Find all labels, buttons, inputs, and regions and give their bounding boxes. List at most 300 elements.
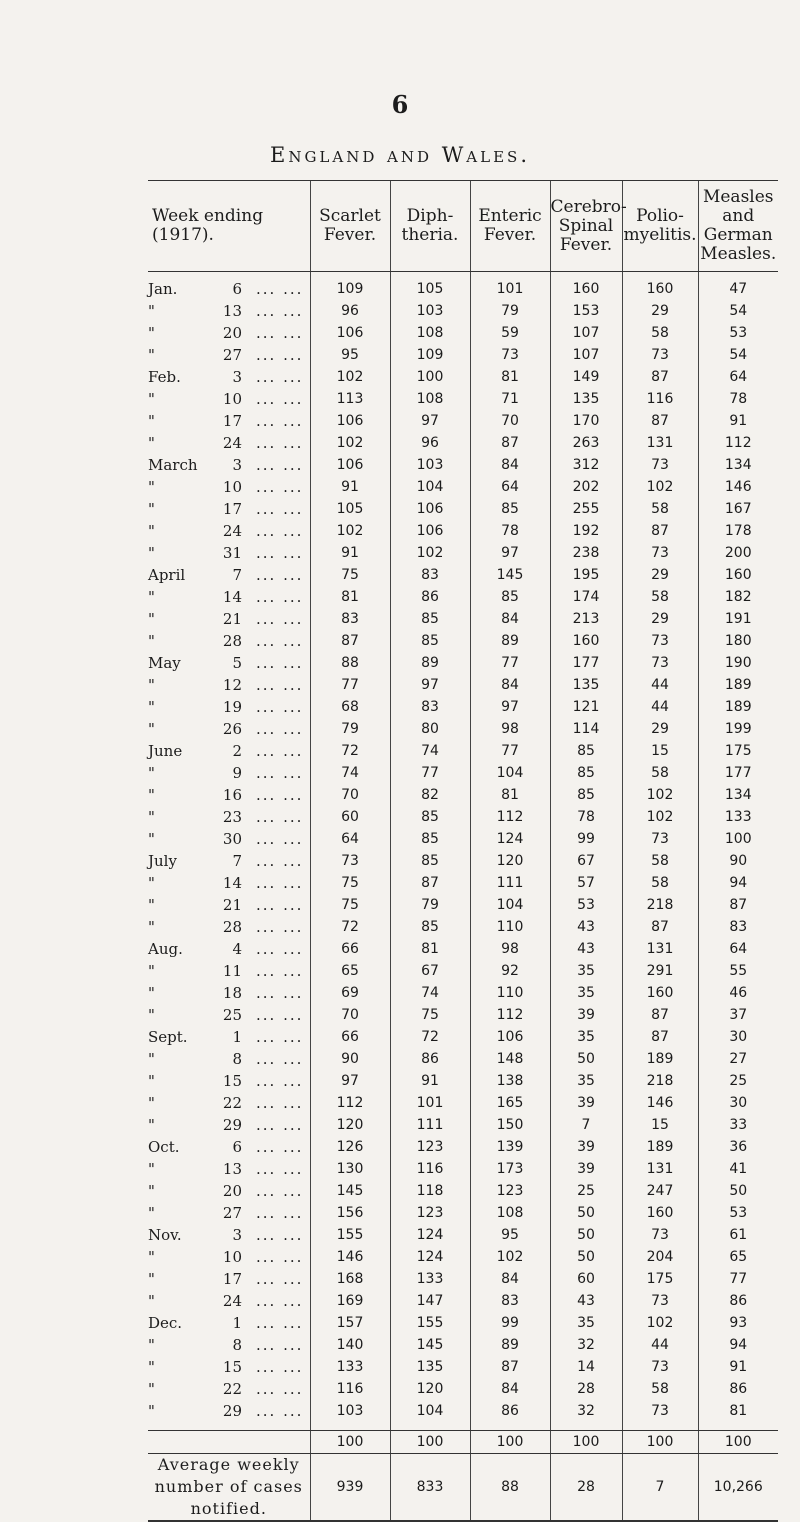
- value-cell: 95: [470, 1224, 550, 1246]
- week-ending-cell: [148, 806, 310, 828]
- week-ending-cell: [148, 1114, 310, 1136]
- week-ending-cell: [148, 1334, 310, 1356]
- value-cell: 81: [470, 366, 550, 388]
- week-day: 3: [232, 456, 242, 474]
- value-cell: 218: [622, 1070, 698, 1092]
- value-cell: 53: [550, 894, 622, 916]
- value-cell: 191: [698, 608, 778, 630]
- value-cell: 263: [550, 432, 622, 454]
- table-row: [148, 740, 778, 762]
- table-row: [148, 894, 778, 916]
- value-cell: 66: [310, 938, 390, 960]
- average-cell: 10,266: [698, 1454, 778, 1522]
- week-month: ": [148, 500, 155, 518]
- value-cell: 114: [550, 718, 622, 740]
- value-cell: 44: [622, 696, 698, 718]
- value-cell: 189: [622, 1048, 698, 1070]
- value-cell: 37: [698, 1004, 778, 1026]
- week-day: 22: [222, 1094, 242, 1112]
- week-month: ": [148, 1006, 155, 1024]
- week-day: 21: [222, 610, 242, 628]
- value-cell: 88: [310, 652, 390, 674]
- week-day: 8: [232, 1050, 242, 1068]
- week-ending-cell: [148, 982, 310, 1004]
- value-cell: 73: [622, 542, 698, 564]
- value-cell: 60: [310, 806, 390, 828]
- value-cell: 112: [470, 806, 550, 828]
- value-cell: 85: [550, 784, 622, 806]
- value-cell: 85: [390, 608, 470, 630]
- value-cell: 58: [622, 762, 698, 784]
- leader-dots: ... ...: [256, 874, 304, 892]
- week-ending-cell: [148, 322, 310, 344]
- week-ending-cell: [148, 1158, 310, 1180]
- week-month: July: [148, 852, 177, 870]
- week-ending-cell: [148, 388, 310, 410]
- col-header-cerebro-spinal-fever: Cerebro-Spinal Fever.: [550, 181, 622, 272]
- week-month: ": [148, 544, 155, 562]
- week-day: 16: [222, 786, 242, 804]
- leader-dots: ... ...: [256, 852, 304, 870]
- value-cell: 102: [622, 1312, 698, 1334]
- value-cell: 85: [390, 850, 470, 872]
- value-cell: 91: [698, 410, 778, 432]
- table-row: [148, 652, 778, 674]
- week-month: ": [148, 808, 155, 826]
- value-cell: 107: [550, 344, 622, 366]
- value-cell: 97: [310, 1070, 390, 1092]
- value-cell: 134: [698, 784, 778, 806]
- week-month: Aug.: [148, 940, 183, 958]
- value-cell: 120: [470, 850, 550, 872]
- leader-dots: ... ...: [256, 1138, 304, 1156]
- value-cell: 110: [470, 982, 550, 1004]
- week-day: 29: [222, 1116, 242, 1134]
- value-cell: 39: [550, 1092, 622, 1114]
- week-day: 10: [222, 390, 242, 408]
- week-month: Oct.: [148, 1138, 180, 1156]
- value-cell: 160: [622, 1202, 698, 1224]
- week-ending-cell: [148, 1268, 310, 1290]
- value-cell: 139: [470, 1136, 550, 1158]
- week-ending-cell: [148, 784, 310, 806]
- leader-dots: ... ...: [256, 456, 304, 474]
- value-cell: 78: [550, 806, 622, 828]
- value-cell: 100: [698, 828, 778, 850]
- value-cell: 96: [310, 300, 390, 322]
- value-cell: 107: [550, 322, 622, 344]
- leader-dots: ... ...: [256, 346, 304, 364]
- table-row: [148, 388, 778, 410]
- table-row: [148, 1290, 778, 1312]
- week-month: ": [148, 1160, 155, 1178]
- week-month: Dec.: [148, 1314, 183, 1332]
- value-cell: 291: [622, 960, 698, 982]
- value-cell: 103: [390, 300, 470, 322]
- value-cell: 58: [622, 498, 698, 520]
- table-row: [148, 784, 778, 806]
- value-cell: 67: [390, 960, 470, 982]
- value-cell: 113: [310, 388, 390, 410]
- week-ending-cell: [148, 828, 310, 850]
- week-ending-cell: [148, 272, 310, 301]
- value-cell: 77: [390, 762, 470, 784]
- value-cell: 64: [698, 366, 778, 388]
- total-cell: 100: [698, 1431, 778, 1454]
- week-day: 17: [222, 500, 242, 518]
- table-row: [148, 542, 778, 564]
- week-day: 14: [222, 874, 242, 892]
- value-cell: 66: [310, 1026, 390, 1048]
- value-cell: 83: [390, 564, 470, 586]
- value-cell: 135: [390, 1356, 470, 1378]
- value-cell: 160: [698, 564, 778, 586]
- table-row: [148, 1202, 778, 1224]
- value-cell: 98: [470, 938, 550, 960]
- week-ending-cell: [148, 1224, 310, 1246]
- table-row: [148, 806, 778, 828]
- value-cell: 155: [310, 1224, 390, 1246]
- value-cell: 110: [470, 916, 550, 938]
- week-month: ": [148, 522, 155, 540]
- table-row: [148, 872, 778, 894]
- week-ending-cell: [148, 894, 310, 916]
- week-day: 7: [232, 852, 242, 870]
- week-month: ": [148, 1292, 155, 1310]
- value-cell: 75: [310, 872, 390, 894]
- week-day: 26: [222, 720, 242, 738]
- value-cell: 64: [698, 938, 778, 960]
- value-cell: 79: [310, 718, 390, 740]
- value-cell: 44: [622, 674, 698, 696]
- week-day: 18: [222, 984, 242, 1002]
- value-cell: 148: [470, 1048, 550, 1070]
- week-day: 15: [222, 1358, 242, 1376]
- value-cell: 77: [470, 740, 550, 762]
- week-ending-cell: [148, 366, 310, 388]
- value-cell: 14: [550, 1356, 622, 1378]
- week-month: Feb.: [148, 368, 181, 386]
- leader-dots: ... ...: [256, 830, 304, 848]
- value-cell: 189: [622, 1136, 698, 1158]
- value-cell: 135: [550, 388, 622, 410]
- table-row: [148, 1004, 778, 1026]
- total-cell: 100: [622, 1431, 698, 1454]
- table-row: [148, 300, 778, 322]
- value-cell: 32: [550, 1334, 622, 1356]
- week-day: 2: [232, 742, 242, 760]
- week-ending-cell: [148, 1048, 310, 1070]
- value-cell: 60: [550, 1268, 622, 1290]
- value-cell: 54: [698, 300, 778, 322]
- value-cell: 149: [550, 366, 622, 388]
- week-ending-cell: [148, 872, 310, 894]
- value-cell: 145: [390, 1334, 470, 1356]
- col-header-enteric-fever: Enteric Fever.: [470, 181, 550, 272]
- leader-dots: ... ...: [256, 412, 304, 430]
- value-cell: 94: [698, 1334, 778, 1356]
- value-cell: 109: [390, 344, 470, 366]
- value-cell: 61: [698, 1224, 778, 1246]
- leader-dots: ... ...: [256, 500, 304, 518]
- leader-dots: ... ...: [256, 764, 304, 782]
- week-day: 11: [222, 962, 242, 980]
- value-cell: 101: [470, 272, 550, 301]
- week-month: ": [148, 896, 155, 914]
- value-cell: 81: [390, 938, 470, 960]
- value-cell: 108: [470, 1202, 550, 1224]
- value-cell: 29: [622, 718, 698, 740]
- week-ending-cell: [148, 1026, 310, 1048]
- value-cell: 35: [550, 1312, 622, 1334]
- week-day: 24: [222, 1292, 242, 1310]
- leader-dots: ... ...: [256, 1006, 304, 1024]
- leader-dots: ... ...: [256, 1204, 304, 1222]
- value-cell: 85: [390, 806, 470, 828]
- value-cell: 247: [622, 1180, 698, 1202]
- week-ending-cell: [148, 542, 310, 564]
- week-month: ": [148, 874, 155, 892]
- week-day: 23: [222, 808, 242, 826]
- value-cell: 102: [310, 366, 390, 388]
- week-month: ": [148, 918, 155, 936]
- value-cell: 160: [622, 982, 698, 1004]
- value-cell: 108: [390, 388, 470, 410]
- value-cell: 78: [698, 388, 778, 410]
- value-cell: 145: [310, 1180, 390, 1202]
- col-header-week: Week ending (1917).: [148, 181, 310, 272]
- value-cell: 85: [470, 586, 550, 608]
- week-day: 17: [222, 412, 242, 430]
- value-cell: 112: [470, 1004, 550, 1026]
- week-ending-cell: [148, 1202, 310, 1224]
- leader-dots: ... ...: [256, 1292, 304, 1310]
- week-ending-cell: [148, 1070, 310, 1092]
- value-cell: 35: [550, 982, 622, 1004]
- value-cell: 103: [310, 1400, 390, 1431]
- value-cell: 102: [390, 542, 470, 564]
- value-cell: 97: [390, 410, 470, 432]
- value-cell: 135: [550, 674, 622, 696]
- value-cell: 189: [698, 696, 778, 718]
- notifications-table: [148, 180, 778, 1522]
- value-cell: 160: [622, 272, 698, 301]
- leader-dots: ... ...: [256, 280, 304, 298]
- value-cell: 116: [622, 388, 698, 410]
- totals-row: [148, 1431, 778, 1454]
- value-cell: 106: [310, 410, 390, 432]
- value-cell: 85: [390, 630, 470, 652]
- week-month: March: [148, 456, 198, 474]
- week-ending-cell: [148, 586, 310, 608]
- value-cell: 87: [622, 1004, 698, 1026]
- value-cell: 70: [470, 410, 550, 432]
- value-cell: 68: [310, 696, 390, 718]
- value-cell: 74: [310, 762, 390, 784]
- table-row: [148, 1400, 778, 1431]
- week-ending-cell: [148, 1092, 310, 1114]
- week-day: 24: [222, 434, 242, 452]
- table-row: [148, 982, 778, 1004]
- value-cell: 73: [622, 828, 698, 850]
- average-cell: 833: [390, 1454, 470, 1522]
- leader-dots: ... ...: [256, 1094, 304, 1112]
- value-cell: 124: [470, 828, 550, 850]
- table-row: [148, 916, 778, 938]
- value-cell: 82: [390, 784, 470, 806]
- week-ending-cell: [148, 608, 310, 630]
- value-cell: 312: [550, 454, 622, 476]
- value-cell: 84: [470, 1378, 550, 1400]
- average-cell: 939: [310, 1454, 390, 1522]
- week-ending-cell: [148, 344, 310, 366]
- value-cell: 90: [310, 1048, 390, 1070]
- table-row: [148, 762, 778, 784]
- week-day: 6: [232, 1138, 242, 1156]
- page-title: England and Wales.: [270, 143, 530, 167]
- value-cell: 47: [698, 272, 778, 301]
- leader-dots: ... ...: [256, 1050, 304, 1068]
- value-cell: 146: [698, 476, 778, 498]
- value-cell: 189: [698, 674, 778, 696]
- value-cell: 108: [390, 322, 470, 344]
- week-day: 12: [222, 676, 242, 694]
- value-cell: 35: [550, 1026, 622, 1048]
- value-cell: 124: [390, 1224, 470, 1246]
- leader-dots: ... ...: [256, 698, 304, 716]
- value-cell: 116: [390, 1158, 470, 1180]
- value-cell: 170: [550, 410, 622, 432]
- value-cell: 84: [470, 608, 550, 630]
- value-cell: 39: [550, 1004, 622, 1026]
- week-day: 30: [222, 830, 242, 848]
- value-cell: 28: [550, 1378, 622, 1400]
- value-cell: 121: [550, 696, 622, 718]
- value-cell: 73: [622, 344, 698, 366]
- table-row: [148, 1268, 778, 1290]
- value-cell: 98: [470, 718, 550, 740]
- value-cell: 131: [622, 1158, 698, 1180]
- value-cell: 192: [550, 520, 622, 542]
- value-cell: 29: [622, 608, 698, 630]
- leader-dots: ... ...: [256, 1402, 304, 1420]
- value-cell: 87: [310, 630, 390, 652]
- value-cell: 146: [622, 1092, 698, 1114]
- value-cell: 73: [470, 344, 550, 366]
- value-cell: 58: [622, 322, 698, 344]
- value-cell: 30: [698, 1026, 778, 1048]
- value-cell: 99: [550, 828, 622, 850]
- value-cell: 111: [390, 1114, 470, 1136]
- value-cell: 202: [550, 476, 622, 498]
- value-cell: 118: [390, 1180, 470, 1202]
- col-header-scarlet-fever: Scarlet Fever.: [310, 181, 390, 272]
- week-day: 17: [222, 1270, 242, 1288]
- leader-dots: ... ...: [256, 522, 304, 540]
- week-day: 3: [232, 1226, 242, 1244]
- table-row: [148, 696, 778, 718]
- table-row: [148, 498, 778, 520]
- value-cell: 72: [310, 740, 390, 762]
- week-month: ": [148, 1050, 155, 1068]
- leader-dots: ... ...: [256, 588, 304, 606]
- week-month: ": [148, 1270, 155, 1288]
- table-row: [148, 1246, 778, 1268]
- value-cell: 83: [470, 1290, 550, 1312]
- average-cell: 88: [470, 1454, 550, 1522]
- value-cell: 195: [550, 564, 622, 586]
- value-cell: 156: [310, 1202, 390, 1224]
- value-cell: 73: [622, 454, 698, 476]
- value-cell: 58: [622, 586, 698, 608]
- value-cell: 86: [390, 586, 470, 608]
- value-cell: 15: [622, 740, 698, 762]
- leader-dots: ... ...: [256, 390, 304, 408]
- leader-dots: ... ...: [256, 918, 304, 936]
- week-ending-cell: [148, 1136, 310, 1158]
- value-cell: 102: [310, 432, 390, 454]
- leader-dots: ... ...: [256, 808, 304, 826]
- value-cell: 89: [390, 652, 470, 674]
- value-cell: 41: [698, 1158, 778, 1180]
- week-month: ": [148, 830, 155, 848]
- value-cell: 72: [310, 916, 390, 938]
- table-row: [148, 454, 778, 476]
- week-day: 5: [232, 654, 242, 672]
- week-month: ": [148, 1094, 155, 1112]
- value-cell: 87: [622, 1026, 698, 1048]
- value-cell: 58: [622, 850, 698, 872]
- week-month: Sept.: [148, 1028, 188, 1046]
- value-cell: 97: [390, 674, 470, 696]
- leader-dots: ... ...: [256, 324, 304, 342]
- value-cell: 131: [622, 938, 698, 960]
- value-cell: 116: [310, 1378, 390, 1400]
- value-cell: 133: [390, 1268, 470, 1290]
- value-cell: 102: [310, 520, 390, 542]
- value-cell: 134: [698, 454, 778, 476]
- week-ending-cell: [148, 740, 310, 762]
- value-cell: 73: [622, 1400, 698, 1431]
- week-month: ": [148, 720, 155, 738]
- total-cell: 100: [550, 1431, 622, 1454]
- value-cell: 85: [550, 762, 622, 784]
- table-row: [148, 1092, 778, 1114]
- week-day: 22: [222, 1380, 242, 1398]
- value-cell: 15: [622, 1114, 698, 1136]
- value-cell: 86: [698, 1378, 778, 1400]
- value-cell: 77: [310, 674, 390, 696]
- average-cell: 28: [550, 1454, 622, 1522]
- value-cell: 175: [698, 740, 778, 762]
- value-cell: 123: [390, 1202, 470, 1224]
- week-ending-cell: [148, 1356, 310, 1378]
- table-row: [148, 1048, 778, 1070]
- leader-dots: ... ...: [256, 1380, 304, 1398]
- week-day: 9: [232, 764, 242, 782]
- value-cell: 35: [550, 960, 622, 982]
- average-cell: 7: [622, 1454, 698, 1522]
- week-day: 3: [232, 368, 242, 386]
- value-cell: 86: [390, 1048, 470, 1070]
- week-month: ": [148, 698, 155, 716]
- value-cell: 105: [310, 498, 390, 520]
- value-cell: 238: [550, 542, 622, 564]
- value-cell: 43: [550, 1290, 622, 1312]
- value-cell: 126: [310, 1136, 390, 1158]
- week-ending-cell: [148, 674, 310, 696]
- value-cell: 77: [470, 652, 550, 674]
